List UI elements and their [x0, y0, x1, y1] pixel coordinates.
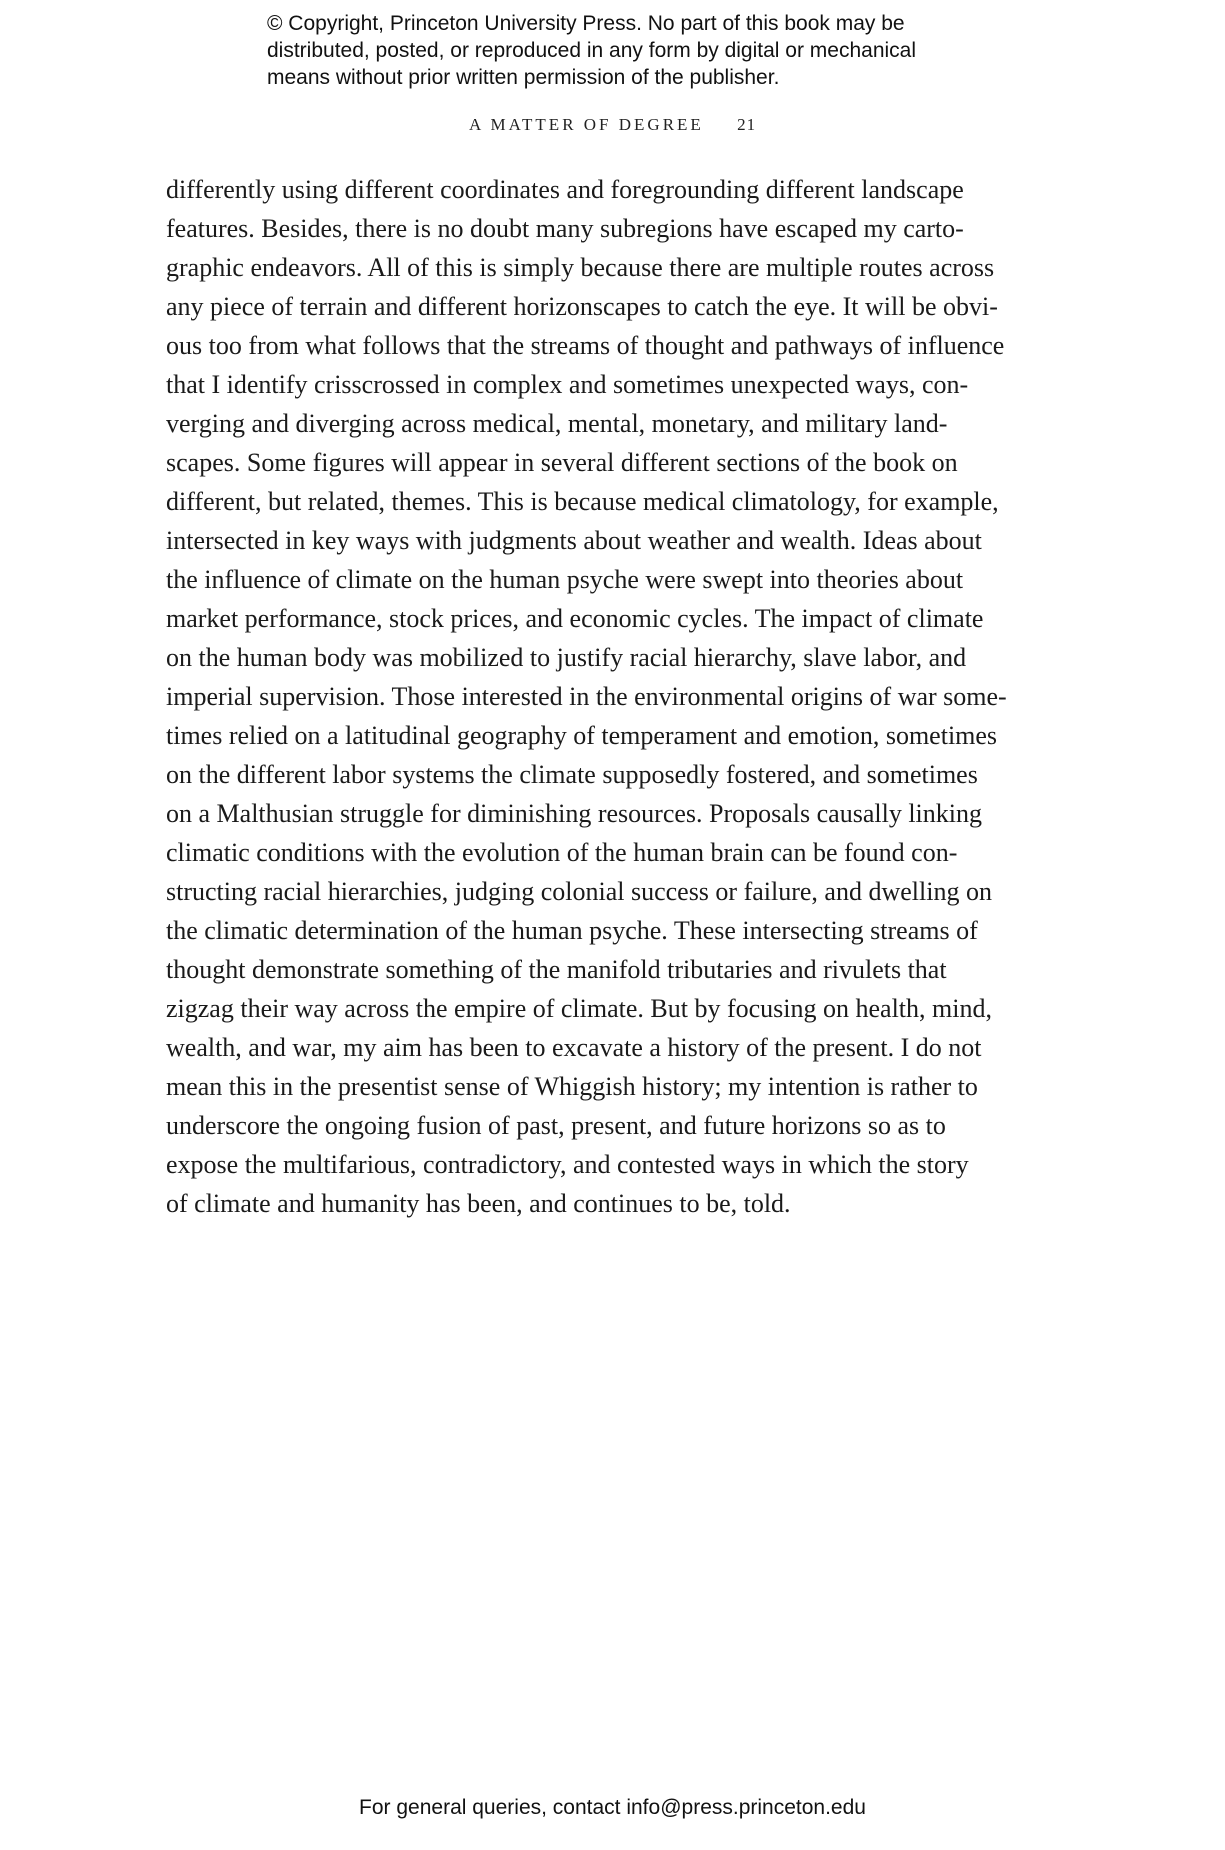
text-line: expose the multifarious, contradictory, and contested ways in which the story — [166, 1150, 969, 1179]
copyright-line: means without prior written permission of the publisher. — [267, 66, 780, 89]
body-paragraph — [166, 170, 1036, 1223]
text-line: the influence of climate on the human psyche were swept into theories about — [166, 565, 964, 594]
running-head — [0, 115, 1225, 135]
text-line: wealth, and war, my aim has been to excavate a history of the present. I do not — [166, 1033, 982, 1062]
text-line: climatic conditions with the evolution of the human brain can be found con- — [166, 838, 958, 867]
text-line: imperial supervision. Those interested in the environmental origins of war some- — [166, 682, 1007, 711]
text-line: times relied on a latitudinal geography of temperament and emotion, sometimes — [166, 721, 998, 750]
text-line: mean this in the presentist sense of Whiggish history; my intention is rather to — [166, 1072, 978, 1101]
text-line: on the different labor systems the climate supposedly fostered, and sometimes — [166, 760, 978, 789]
text-line: the climatic determination of the human psyche. These intersecting streams of — [166, 916, 978, 945]
text-line: scapes. Some figures will appear in several different sections of the book on — [166, 448, 958, 477]
text-line: structing racial hierarchies, judging colonial success or failure, and dwelling on — [166, 877, 992, 906]
text-line: of climate and humanity has been, and continues to be, told. — [166, 1189, 791, 1218]
copyright-line: distributed, posted, or reproduced in any form by digital or mechanical — [267, 39, 917, 62]
text-line: on the human body was mobilized to justify racial hierarchy, slave labor, and — [166, 643, 967, 672]
text-line: on a Malthusian struggle for diminishing resources. Proposals causally linking — [166, 799, 982, 828]
page-number: 21 — [737, 115, 757, 134]
text-line: different, but related, themes. This is because medical climatology, for example, — [166, 487, 999, 516]
text-line: intersected in key ways with judgments about weather and wealth. Ideas about — [166, 526, 982, 555]
text-line: any piece of terrain and different horizonscapes to catch the eye. It will be obvi- — [166, 292, 998, 321]
copyright-line: © Copyright, Princeton University Press. No part of this book may be — [267, 12, 905, 35]
text-line: zigzag their way across the empire of climate. But by focusing on health, mind, — [166, 994, 992, 1023]
text-line: thought demonstrate something of the manifold tributaries and rivulets that — [166, 955, 947, 984]
text-line: features. Besides, there is no doubt many subregions have escaped my carto- — [166, 214, 964, 243]
copyright-notice — [267, 10, 1027, 91]
text-line: underscore the ongoing fusion of past, present, and future horizons so as to — [166, 1111, 946, 1140]
text-line: that I identify crisscrossed in complex and sometimes unexpected ways, con- — [166, 370, 969, 399]
text-line: graphic endeavors. All of this is simply because there are multiple routes across — [166, 253, 995, 282]
text-line: market performance, stock prices, and economic cycles. The impact of climate — [166, 604, 984, 633]
text-line: differently using different coordinates and foregrounding different landscape — [166, 175, 964, 204]
text-line: verging and diverging across medical, mental, monetary, and military land- — [166, 409, 948, 438]
text-line: ous too from what follows that the streams of thought and pathways of influence — [166, 331, 1005, 360]
footer-contact: For general queries, contact info@press.princeton.edu — [359, 1796, 866, 1819]
running-head-title: A MATTER OF DEGREE — [468, 115, 704, 134]
